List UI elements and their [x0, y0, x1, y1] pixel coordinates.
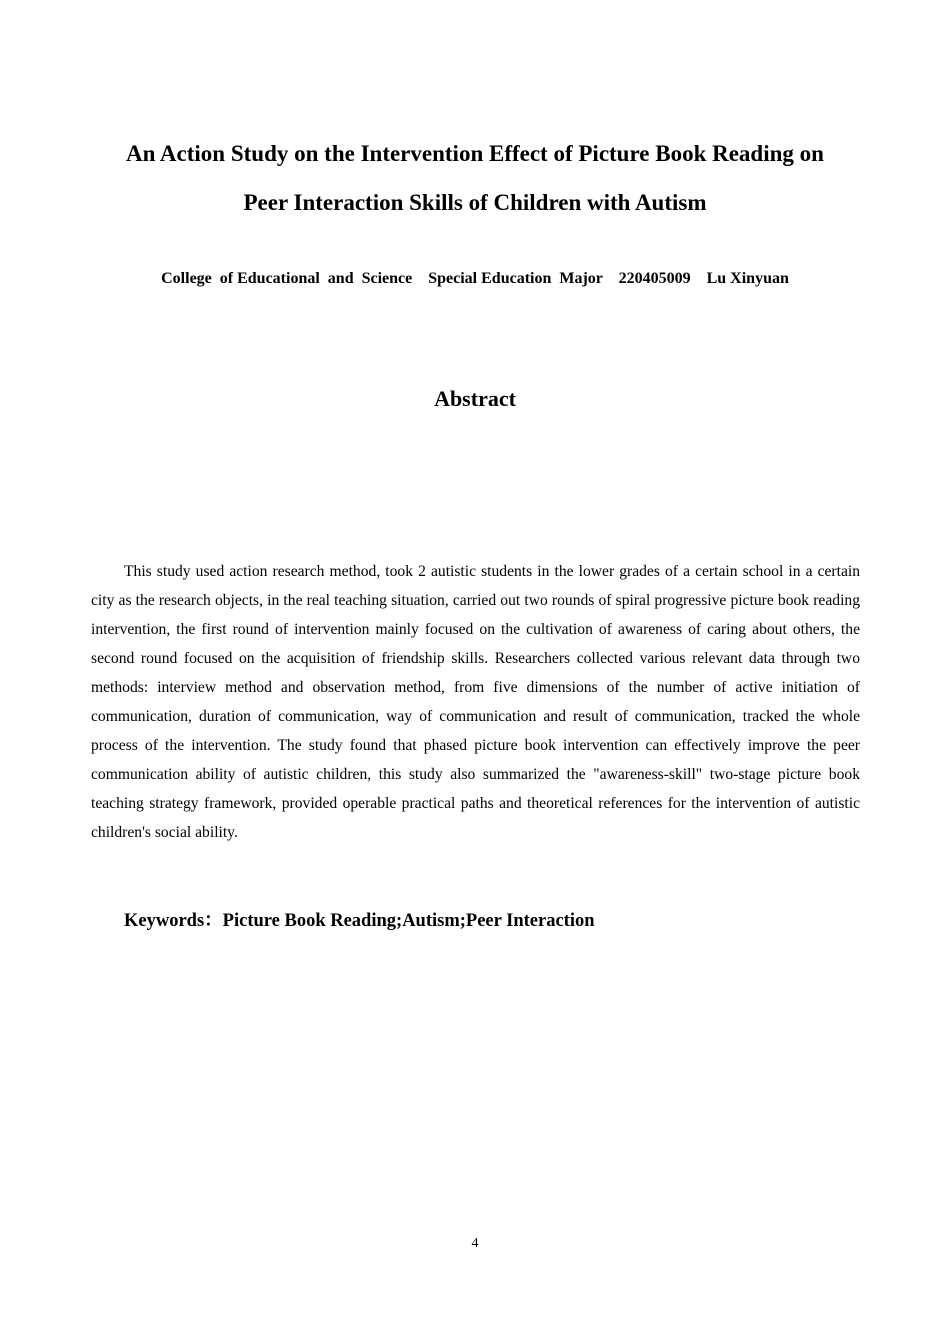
paper-title-line-2: Peer Interaction Skills of Children with Autism [243, 190, 707, 215]
page-number: 4 [471, 1236, 479, 1251]
keywords-label: Keywords： [124, 911, 223, 931]
abstract-body: This study used action research method, took 2 autistic students in the lower grades of a certain school in a certain city as the research objects, in the real teaching situation, carried out two rounds of spiral progressive picture book reading intervention, the first round of intervention mainly focused on the cultivation of awareness of caring about others, the second round focused on the acquisition of friendship skills. Researchers collected various relevant data through two methods: interview method and observation method, from five dimensions of the number of active initiation of communication, duration of communication, way of communication and result of communication, tracked the whole process of the intervention. The study found that phased picture book intervention can effectively improve the peer communication ability of autistic children, this study also summarized the "awareness-skill" two-stage picture book teaching strategy framework, provided operable practical paths and theoretical references for the intervention of autistic children's social ability. [91, 563, 860, 841]
paper-title-line-1: An Action Study on the Intervention Effect of Picture Book Reading on [126, 141, 824, 166]
abstract-heading: Abstract [434, 386, 516, 411]
author-affiliation: College of Educational and Science Special Education Major 220405009 Lu Xinyuan [161, 270, 789, 287]
keywords-line [124, 908, 595, 934]
keywords-text: Picture Book Reading;Autism;Peer Interaction [222, 911, 595, 931]
